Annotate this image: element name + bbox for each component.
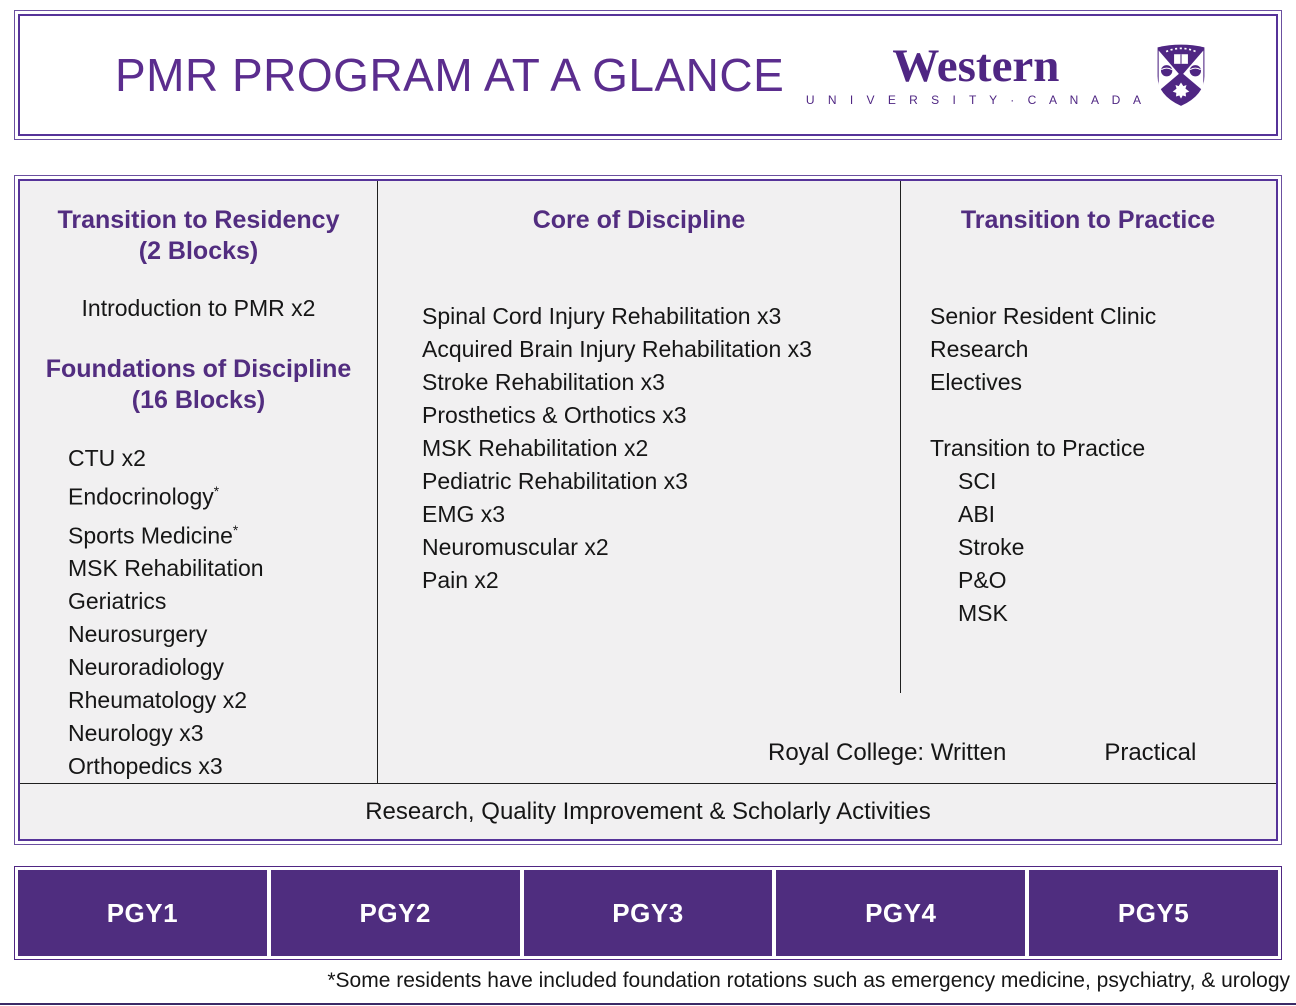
list-item: Sports Medicine*	[68, 522, 239, 549]
research-row: Research, Quality Improvement & Scholarly Activities	[20, 783, 1276, 839]
column-transition-to-residency	[20, 181, 378, 783]
list-item: MSK	[958, 600, 1008, 626]
column-core-of-discipline	[378, 181, 900, 783]
list-item: Stroke	[958, 534, 1025, 560]
core-discipline-heading: Core of Discipline	[532, 206, 746, 234]
transition-practice-sublabel: Transition to Practice	[930, 435, 1146, 461]
logo-subtext: U N I V E R S I T Y · C A N A D A	[805, 93, 1146, 107]
list-item: Senior Resident Clinic	[930, 303, 1157, 329]
program-panel	[14, 175, 1282, 845]
list-item: MSK Rehabilitation x2	[422, 435, 649, 461]
foundations-heading: Foundations of Discipline (16 Blocks)	[45, 355, 352, 414]
pgy-block: PGY2	[271, 870, 520, 956]
royal-college-practical: Practical	[1104, 739, 1197, 767]
footnote: *Some residents have included foundation rotations such as emergency medicine, psychiatry, & urology	[327, 969, 1290, 992]
list-item: Neurology x3	[68, 720, 204, 747]
logo-wordmark: Western	[892, 40, 1060, 92]
list-item: Acquired Brain Injury Rehabilitation x3	[422, 336, 812, 362]
list-item: Neuroradiology	[68, 654, 224, 681]
page-title: PMR PROGRAM AT A GLANCE	[115, 49, 785, 101]
list-item: Neuromuscular x2	[422, 534, 609, 560]
royal-college-written: Royal College: Written	[768, 739, 1007, 767]
pgy-timeline	[14, 866, 1282, 960]
pgy-block: PGY5	[1029, 870, 1278, 956]
pgy-block: PGY1	[18, 870, 267, 956]
western-crest-icon	[1154, 42, 1208, 108]
list-item: Geriatrics	[68, 588, 167, 615]
list-item: Pediatric Rehabilitation x3	[422, 468, 688, 494]
royal-college-row	[768, 739, 1196, 767]
foundations-list	[20, 442, 377, 783]
list-item: ABI	[958, 501, 996, 527]
pgy-block: PGY4	[776, 870, 1025, 956]
list-item: MSK Rehabilitation	[68, 555, 264, 582]
column-divider	[900, 181, 901, 693]
list-item: Stroke Rehabilitation x3	[422, 369, 665, 395]
list-item: CTU x2	[68, 445, 146, 471]
core-discipline-list	[378, 300, 900, 597]
header-box	[14, 10, 1282, 140]
list-item: Spinal Cord Injury Rehabilitation x3	[422, 303, 782, 329]
western-logo	[806, 42, 1208, 108]
list-item: EMG x3	[422, 501, 506, 527]
intro-to-pmr-item: Introduction to PMR x2	[81, 295, 316, 321]
transition-practice-heading: Transition to Practice	[960, 206, 1216, 234]
list-item: Endocrinology*	[68, 483, 220, 510]
transition-residency-heading: Transition to Residency (2 Blocks)	[57, 206, 340, 265]
list-item: Rheumatology x2	[68, 687, 247, 714]
transition-practice-sublist	[900, 465, 1276, 630]
list-item: P&O	[958, 567, 1007, 593]
list-item: Research	[930, 336, 1029, 362]
list-item: Orthopedics x3	[68, 753, 223, 780]
column-transition-to-practice	[900, 181, 1276, 783]
list-item: Neurosurgery	[68, 621, 208, 648]
list-item: Prosthetics & Orthotics x3	[422, 402, 687, 428]
list-item: SCI	[958, 468, 997, 494]
pgy-block: PGY3	[524, 870, 773, 956]
transition-practice-list	[900, 300, 1276, 399]
list-item: Pain x2	[422, 567, 499, 593]
bottom-rule	[0, 1003, 1296, 1005]
list-item: Electives	[930, 369, 1023, 395]
stage-columns	[20, 181, 1276, 783]
